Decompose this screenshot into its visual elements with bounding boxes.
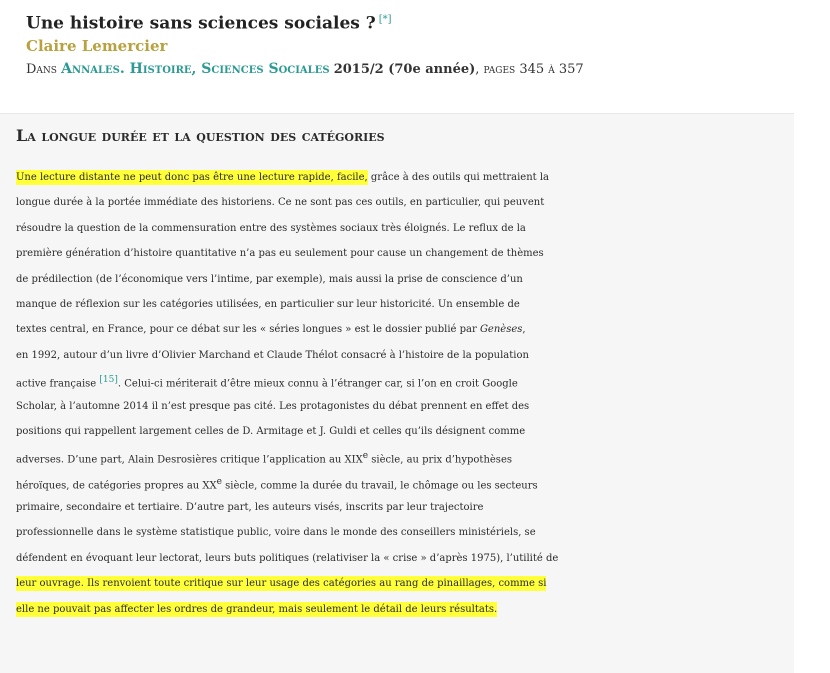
text-line: longue durée à la portée immédiate des historiens. Ce ne sont pas ces outils, en particulier, qui peuvent — [16, 197, 545, 209]
text-line: active française [15]. Celui-ci mériterait d’être mieux connu à l’étranger car, si l’on en croit Google — [16, 375, 518, 390]
source-prefix: Dans — [26, 61, 57, 77]
section-title: La longue durée et la question des catégories — [16, 126, 385, 145]
page-range: , pages 345 à 357 — [475, 61, 584, 77]
text-line: première génération d’histoire quantitative n’a pas eu seulement pour cause un changement de thèmes — [16, 248, 544, 260]
text-line: primaire, secondaire et tertiaire. D’autre part, les auteurs visés, inscrits par leur trajectoire — [16, 502, 484, 514]
text-line: défendent en évoquant leur lectorat, leurs buts politiques (relativiser la « crise » d’après 1975), l’utilité de — [16, 552, 559, 564]
article-source — [26, 57, 810, 82]
highlighted-text: elle ne pouvait pas affecter les ordres de grandeur, mais seulement le détail de leurs résultats. — [16, 603, 498, 615]
text-line: positions qui rappellent largement celles de D. Armitage et J. Guldi et celles qu’ils désignent comme — [16, 425, 526, 437]
text-line: héroïques, de catégories propres au XXe siècle, comme la durée du travail, le chômage ou les secteurs — [16, 476, 538, 492]
highlighted-text: leur ouvrage. Ils renvoient toute critique sur leur usage des catégories au rang de pinaillages, comme si — [16, 578, 547, 590]
text-line: de prédilection (de l’économique vers l’intime, par exemple), mais aussi la prise de conscience d’un — [16, 273, 523, 285]
footnote-link-15[interactable]: [15] — [99, 375, 118, 386]
article-title: Une histoire sans sciences sociales ? [*] — [26, 13, 392, 34]
text-line: en 1992, autour d’un livre d’Olivier Marchand et Claude Thélot consacré à l’histoire de la population — [16, 349, 529, 361]
title-footnote-link[interactable]: [*] — [378, 14, 392, 25]
article-header — [26, 8, 810, 82]
journal-name-genesis: Genèses — [479, 324, 523, 336]
section-body — [16, 165, 776, 622]
text-line: Une lecture distante ne peut donc pas être une lecture rapide, facile, grâce à des outils qui mettraient la — [16, 172, 550, 183]
section-panel — [0, 113, 794, 673]
article-author[interactable]: Claire Lemercier — [26, 36, 168, 55]
text-line: résoudre la question de la commensuration entre des systèmes sociaux très éloignés. Le reflux de la — [16, 222, 526, 234]
text-line: Scholar, à l’automne 2014 il n’est presque pas cité. Les protagonistes du débat prennent en effet des — [16, 400, 530, 412]
text-line: textes central, en France, pour ce débat sur les « séries longues » est le dossier publié par Genèses, — [16, 324, 526, 336]
text-line — [16, 597, 776, 622]
journal-link[interactable]: Annales. Histoire, Sciences Sociales — [61, 60, 330, 77]
text-line: professionnelle dans le système statistique public, voire dans le monde des conseillers ministériels, se — [16, 527, 536, 539]
text-line — [16, 571, 776, 596]
highlighted-text: Une lecture distante ne peut donc pas être une lecture rapide, facile, — [16, 172, 368, 183]
text-line: manque de réflexion sur les catégories utilisées, en particulier sur leur historicité. Un ensemble de — [16, 298, 520, 310]
issue-link[interactable]: 2015/2 (70e année) — [333, 61, 476, 77]
text-line: adverses. D’une part, Alain Desrosières critique l’application au XIXe siècle, au prix d’hypothèses — [16, 451, 512, 466]
